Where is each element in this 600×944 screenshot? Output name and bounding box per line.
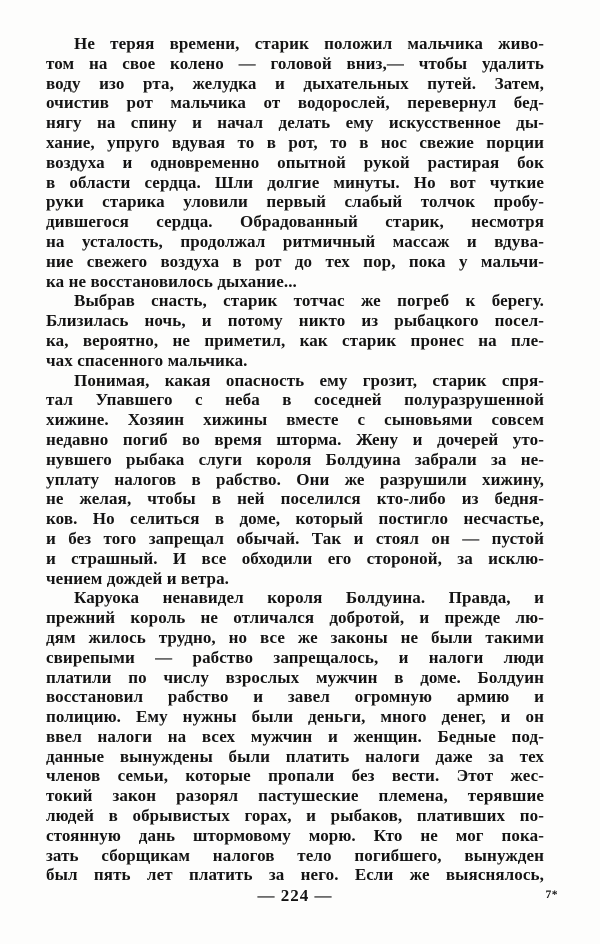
text-line: чением дождей и ветра.	[46, 568, 230, 588]
text-line: Не теряя времени, старик положил мальчика живо-	[74, 34, 544, 53]
text-line: полицию. Ему нужны были деньги, много денег, и он	[46, 707, 544, 727]
paragraph	[46, 291, 544, 370]
text-line: нувшего рыбака слуги короля Болдуина забрали за не-	[46, 449, 544, 469]
text-line: дившегося сердца. Обрадованный старик, несмотря	[46, 212, 544, 232]
text-line: Каруока ненавидел короля Болдуина. Правда, и	[74, 588, 544, 608]
text-line: ка, вероятно, не приметил, как старик пронес на пле-	[46, 330, 544, 350]
text-line: нягу на спину и начал делать ему искусственное ды-	[46, 113, 544, 133]
text-line: дям жилось трудно, но все же законы не были такими	[46, 627, 544, 647]
text-line: Выбрав снасть, старик тотчас же погреб к берегу.	[74, 291, 544, 311]
text-line: в области сердца. Шли долгие минуты. Но вот чуткие	[46, 172, 544, 192]
text-line: на усталость, продолжал ритмичный массаж и вдува-	[46, 231, 544, 251]
text-line: прежний король не отличался добротой, и прежде лю-	[46, 608, 544, 628]
text-line: членов семьи, которые пропали без вести. Этот жес-	[46, 766, 544, 786]
text-line: ков. Но селиться в доме, который постигло несчастье,	[46, 509, 544, 529]
text-line: и страшный. И все обходили его стороной, за исклю-	[46, 548, 544, 568]
text-line: свирепыми — рабство запрещалось, и налоги люди	[46, 647, 544, 667]
text-line: том на свое колено — головой вниз,— чтобы удалить	[46, 53, 544, 73]
text-line: хижине. Хозяин хижины вместе с сыновьями совсем	[46, 410, 544, 430]
text-line: зать сборщикам налогов тело погибшего, вынужден	[46, 845, 544, 865]
text-line: ние свежего воздуха в рот до тех пор, пока у мальчи-	[46, 251, 544, 271]
text-line: чах спасенного мальчика.	[46, 350, 248, 370]
paragraph	[46, 371, 544, 589]
text-line: очистив рот мальчика от водорослей, перевернул бед-	[46, 93, 544, 113]
text-line: Понимая, какая опасность ему грозит, старик спря-	[74, 370, 544, 390]
text-line: ка не восстановилось дыхание...	[46, 271, 297, 291]
text-line: был пять лет платить за него. Если же выяснялось,	[46, 865, 544, 885]
text-line: платили по числу взрослых мужчин в доме. Болдуин	[46, 667, 544, 687]
page-number: — 224 —	[257, 886, 333, 905]
text-line: токий закон разорял пастушеские племена, терявшие	[46, 786, 544, 806]
paragraph	[46, 588, 544, 885]
text-line: данные вынуждены были платить налоги даже за тех	[46, 746, 544, 766]
signature-mark: 7*	[545, 889, 558, 901]
paragraph	[46, 34, 544, 291]
text-line: ввел налоги на всех мужчин и женщин. Бедные под-	[46, 726, 544, 746]
text-line: воду изо рта, желудка и дыхательных путей. Затем,	[46, 73, 544, 93]
text-line: Близилась ночь, и потому никто из рыбацкого посел-	[46, 311, 544, 331]
text-line: тал Упавшего с неба в соседней полуразрушенной	[46, 390, 544, 410]
text-line: восстановил рабство и завел огромную армию и	[46, 687, 544, 707]
text-line: уплату налогов в рабство. Они же разрушили хижину,	[46, 469, 544, 489]
text-line: стоянную дань штормовому морю. Кто не мог пока-	[46, 825, 544, 845]
text-block	[46, 34, 544, 885]
text-line: руки старика уловили первый слабый толчок пробу-	[46, 192, 544, 212]
text-line: воздуха и одновременно опытной рукой растирая бок	[46, 152, 544, 172]
text-line: людей в обрывистых горах, и рыбаков, плативших по-	[46, 806, 544, 826]
text-line: и без того запрещал обычай. Так и стоял он — пустой	[46, 528, 544, 548]
text-line: не желая, чтобы в ней поселился кто-либо из бедня-	[46, 489, 544, 509]
text-line: хание, упруго вдувая то в рот, то в нос свежие порции	[46, 132, 544, 152]
text-line: недавно погиб во время шторма. Жену и дочерей уто-	[46, 429, 544, 449]
